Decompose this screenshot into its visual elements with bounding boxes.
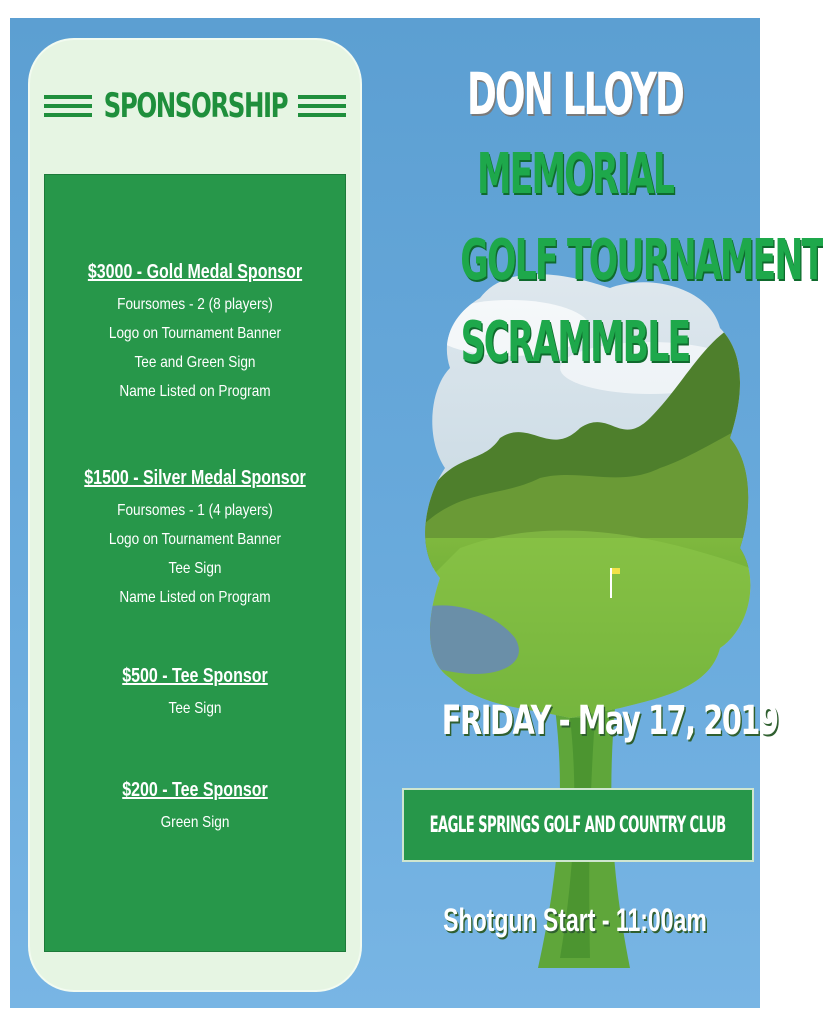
decorative-lines-right [298,95,346,117]
tier-benefit: Logo on Tournament Banner [108,325,282,342]
tier-benefit: Name Listed on Program [119,383,271,400]
sponsorship-card [30,40,360,990]
tier-benefit: Foursomes - 1 (4 players) [117,502,273,519]
sponsorship-panel [44,174,346,952]
event-date: FRIDAY - May 17, 2019 [441,698,778,744]
tier-title: $3000 - Gold Medal Sponsor [87,261,303,283]
venue-name: EAGLE SPRINGS GOLF AND COUNTRY CLUB [430,812,726,838]
tier-benefit: Tee and Green Sign [134,354,256,371]
tier-benefit: Tee Sign [168,560,222,577]
tier-benefit: Name Listed on Program [119,589,271,606]
decorative-lines-left [44,95,92,117]
start-time: Shotgun Start - 11:00am [443,902,707,938]
tier-tee-500 [45,665,345,723]
tier-benefit: Green Sign [160,814,230,831]
tier-title: $200 - Tee Sponsor [122,779,268,801]
tier-silver [45,467,345,612]
event-title-line2: MEMORIAL [476,142,674,207]
venue-banner [402,788,754,862]
event-title-line1: DON LLOYD [466,60,684,128]
tier-benefit: Logo on Tournament Banner [108,531,282,548]
tier-title: $500 - Tee Sponsor [122,665,268,687]
tier-benefit: Foursomes - 2 (8 players) [117,296,273,313]
tier-tee-200 [45,779,345,837]
flyer [10,18,823,1008]
event-title-line4: SCRAMMBLE [460,310,690,375]
sponsorship-heading: SPONSORSHIP [103,86,287,126]
golf-course-tree-image [420,268,778,988]
sponsorship-header [30,76,360,136]
event-title-line3: GOLF TOURNAMENT [460,228,823,293]
tier-benefit: Tee Sign [168,700,222,717]
tier-title: $1500 - Silver Medal Sponsor [84,467,306,489]
tier-gold [45,261,345,406]
